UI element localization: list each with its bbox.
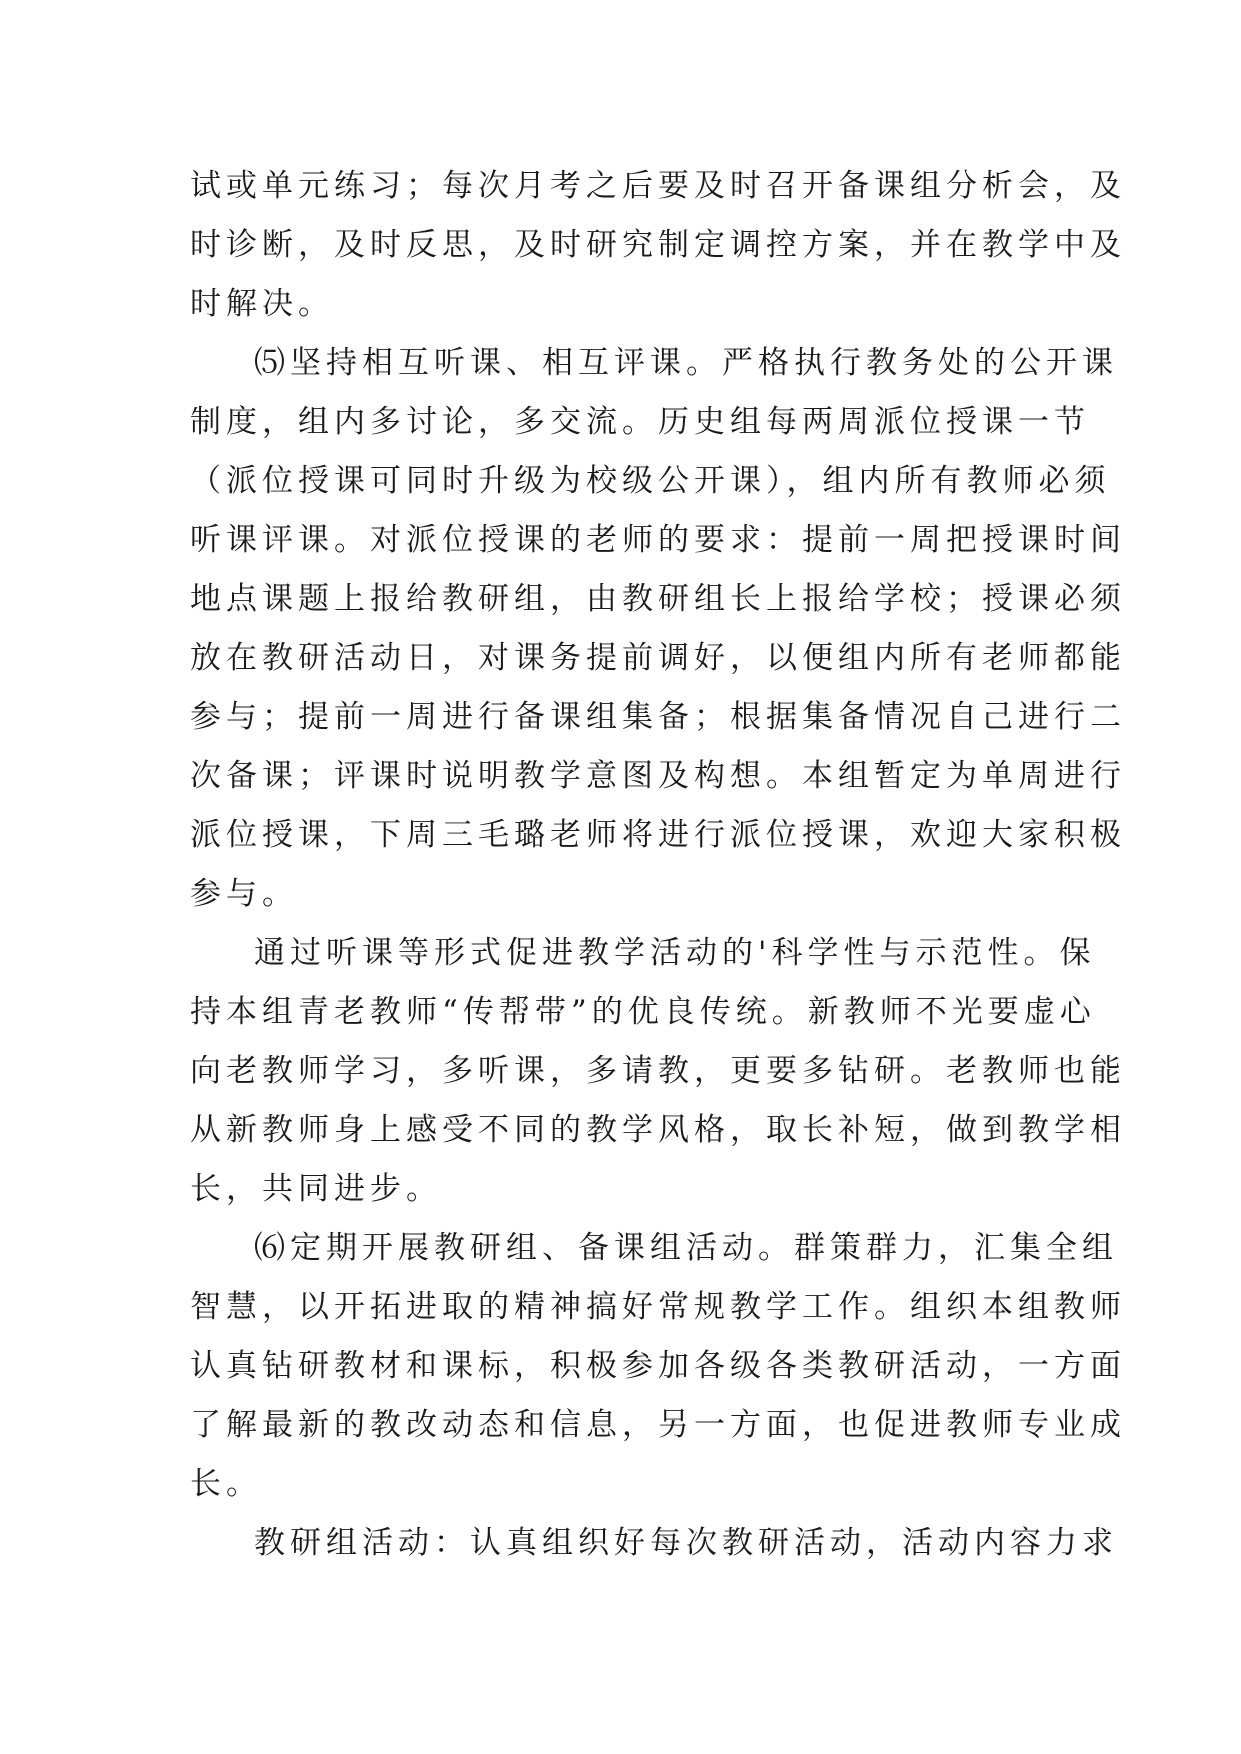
- text-line: 参与；提前一周进行备课组集备；根据集备情况自己进行二: [190, 699, 1126, 735]
- text-line: ⑹定期开展教研组、备课组活动。群策群力，汇集全组: [254, 1230, 1118, 1266]
- text-line: 次备课；评课时说明教学意图及构想。本组暂定为单周进行: [190, 758, 1126, 794]
- text-line: 参与。: [190, 876, 298, 912]
- text-line: 了解最新的教改动态和信息，另一方面，也促进教师专业成: [190, 1407, 1126, 1443]
- text-line: 听课评课。对派位授课的老师的要求：提前一周把授课时间: [190, 522, 1126, 558]
- text-line: 地点课题上报给教研组，由教研组长上报给学校；授课必须: [190, 581, 1126, 617]
- text-line: 通过听课等形式促进教学活动的'科学性与示范性。保: [254, 935, 1096, 971]
- text-line: 认真钻研教材和课标，积极参加各级各类教研活动，一方面: [190, 1348, 1126, 1384]
- text-line: 放在教研活动日，对课务提前调好，以便组内所有老师都能: [190, 640, 1126, 676]
- text-line: 时解决。: [190, 286, 334, 322]
- text-line: （派位授课可同时升级为校级公开课），组内所有教师必须: [190, 463, 1111, 499]
- text-line: 派位授课，下周三毛璐老师将进行派位授课，欢迎大家积极: [190, 817, 1126, 853]
- text-line: 试或单元练习；每次月考之后要及时召开备课组分析会，及: [190, 168, 1126, 204]
- text-line: 时诊断，及时反思，及时研究制定调控方案，并在教学中及: [190, 227, 1126, 263]
- text-line: 向老教师学习，多听课，多请教，更要多钻研。老教师也能: [190, 1053, 1126, 1089]
- text-line: 教研组活动：认真组织好每次教研活动，活动内容力求: [254, 1525, 1118, 1561]
- text-line: 持本组青老教师“传帮带”的优良传统。新教师不光要虚心: [190, 994, 1096, 1030]
- text-line: 制度，组内多讨论，多交流。历史组每两周派位授课一节: [190, 404, 1090, 440]
- text-line: 长。: [190, 1466, 262, 1502]
- text-line: 从新教师身上感受不同的教学风格，取长补短，做到教学相: [190, 1112, 1126, 1148]
- text-line: 长，共同进步。: [190, 1171, 442, 1207]
- text-line: 智慧，以开拓进取的精神搞好常规教学工作。组织本组教师: [190, 1289, 1126, 1325]
- text-line: ⑸坚持相互听课、相互评课。严格执行教务处的公开课: [254, 345, 1118, 381]
- document-body: [190, 157, 1126, 1573]
